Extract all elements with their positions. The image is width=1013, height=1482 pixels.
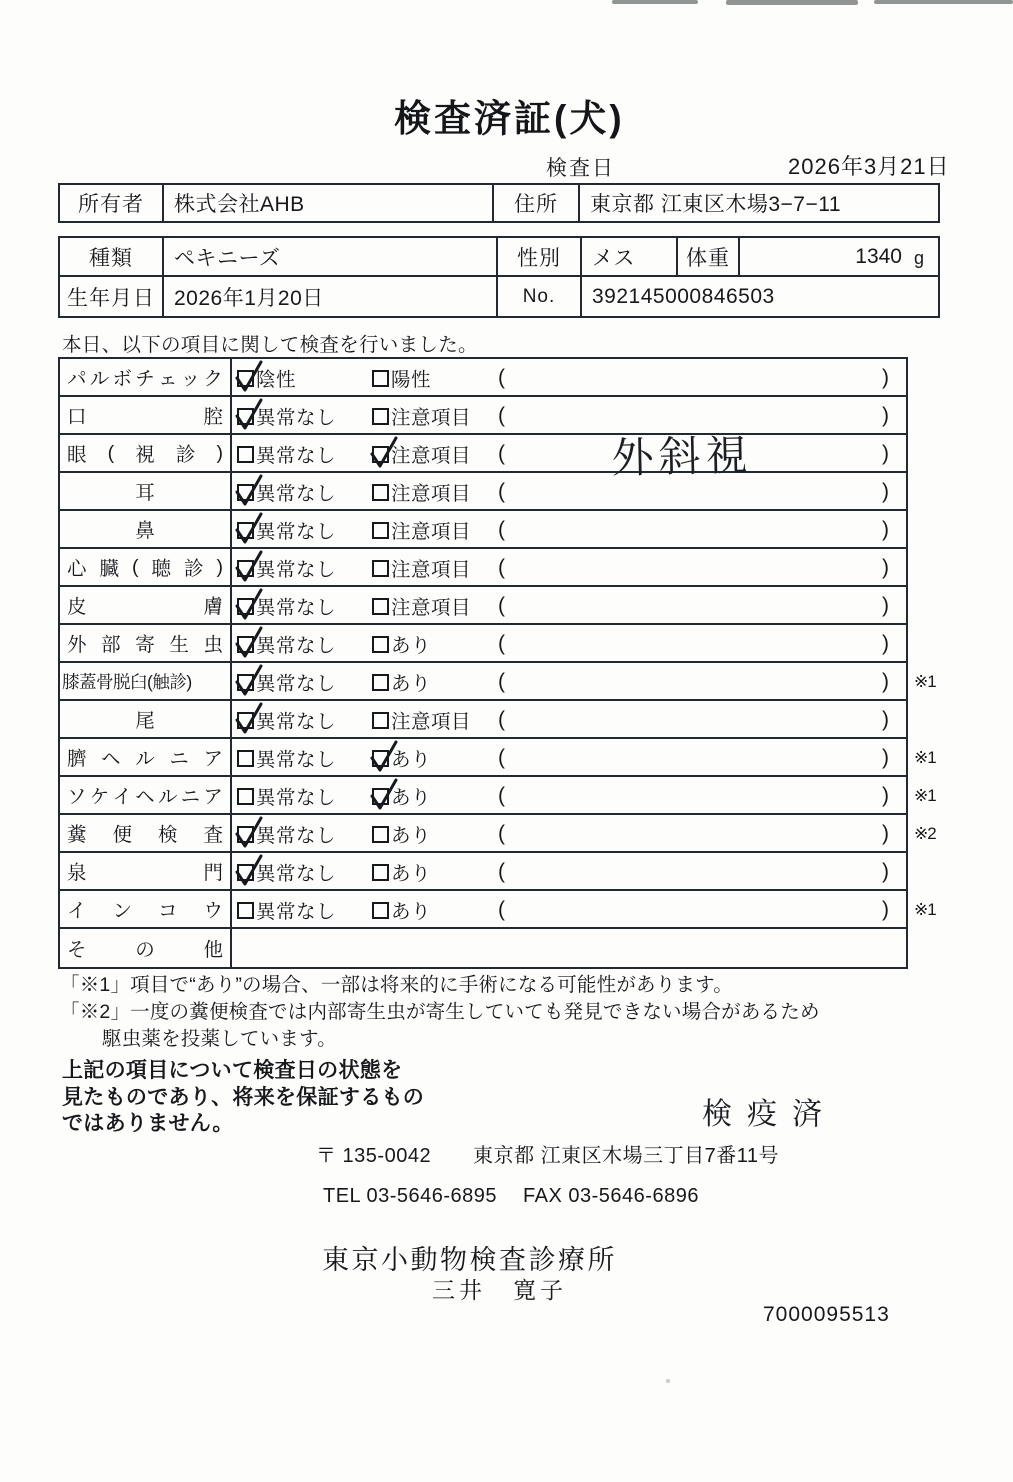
paren-open: ( xyxy=(498,860,505,883)
checkbox-checked xyxy=(237,598,254,615)
label-char: ニ xyxy=(169,748,189,770)
option-1 xyxy=(237,397,336,435)
label-char: チ xyxy=(135,368,155,390)
weight-label: 体重 xyxy=(678,238,740,275)
quarantine-passed-stamp: 検疫済 xyxy=(702,1098,837,1131)
label-char: 外 xyxy=(67,634,87,656)
disclaimer xyxy=(62,1058,462,1138)
check-mark xyxy=(369,777,399,811)
footnote-mark: ※1 xyxy=(914,748,936,767)
sex-label: 性別 xyxy=(498,238,582,275)
footnote-mark: ※2 xyxy=(914,824,936,843)
paren-open: ( xyxy=(498,670,505,693)
inspection-date-value: 2026年3月21日 xyxy=(788,154,950,179)
paren-open: ( xyxy=(498,822,505,845)
check-mark xyxy=(234,549,264,583)
number-label: No. xyxy=(498,277,582,316)
inspection-item-label xyxy=(60,359,232,395)
paren-open: ( xyxy=(498,784,505,807)
label-char: イ xyxy=(112,786,132,808)
inspection-row-content xyxy=(232,815,936,851)
inspection-row xyxy=(60,431,906,482)
label-char: 便 xyxy=(112,824,132,846)
label-char: 虫 xyxy=(203,634,223,656)
label-char: 泉 xyxy=(67,862,87,884)
paren-close: ) xyxy=(882,822,889,845)
label-char: 門 xyxy=(203,862,223,884)
option-label: 異常なし xyxy=(256,787,337,809)
inspection-row xyxy=(60,929,906,967)
checkbox-unchecked xyxy=(372,522,389,539)
option-label: 注意項目 xyxy=(391,597,472,619)
owner-value: 株式会社AHB xyxy=(164,185,494,221)
checkbox-checked xyxy=(372,788,389,805)
clinic-address: 東京都 江東区木場三丁目7番11号 xyxy=(473,1145,780,1167)
inspection-row xyxy=(60,701,906,739)
checkbox-unchecked xyxy=(372,712,389,729)
paren-close: ) xyxy=(882,518,889,541)
page-title: 検査済証(犬) xyxy=(394,98,625,139)
inspection-row-content xyxy=(232,739,936,775)
checkbox-unchecked xyxy=(372,826,389,843)
checkbox-unchecked xyxy=(372,598,389,615)
paren-close: ) xyxy=(882,366,889,389)
label-char: 診 xyxy=(183,558,204,580)
breed-value: ペキニーズ xyxy=(164,238,498,275)
paren-close: ) xyxy=(882,556,889,579)
label-char: そ xyxy=(67,939,87,961)
owner-label: 所有者 xyxy=(60,185,164,221)
option-1 xyxy=(237,511,336,549)
inspection-item-label xyxy=(60,815,232,851)
option-label: 陰性 xyxy=(256,369,297,391)
check-mark xyxy=(234,587,264,621)
owner-table xyxy=(58,183,940,223)
disclaimer-line: 上記の項目について検査日の状態を xyxy=(62,1059,403,1082)
disclaimer-line: ではありません。 xyxy=(62,1112,234,1135)
option-1 xyxy=(237,473,336,511)
footnote-mark: ※1 xyxy=(914,786,936,805)
inspection-row-content xyxy=(232,663,936,699)
animal-info-table xyxy=(58,236,940,318)
label-char: 臓 xyxy=(99,558,120,580)
paren-close: ) xyxy=(882,442,889,465)
option-label: 注意項目 xyxy=(391,483,472,505)
paren-open: ( xyxy=(498,746,505,769)
label-char: 査 xyxy=(203,824,223,846)
inspection-row-content xyxy=(232,431,906,482)
check-mark xyxy=(234,663,264,697)
checkbox-unchecked xyxy=(237,750,254,767)
check-mark xyxy=(234,397,264,431)
option-1 xyxy=(237,739,336,777)
option-1 xyxy=(237,777,336,815)
option-1 xyxy=(237,663,336,701)
checkbox-unchecked xyxy=(237,788,254,805)
checkbox-checked xyxy=(237,484,254,501)
label-char: 臍 xyxy=(67,748,87,770)
checkbox-unchecked xyxy=(372,674,389,691)
label-char: 口 xyxy=(67,406,87,428)
checkbox-checked xyxy=(237,636,254,653)
inspection-item-label xyxy=(60,853,232,889)
inspection-date-label: 検査日 xyxy=(546,157,615,180)
breed-label: 種類 xyxy=(60,238,164,275)
label-char: 膚 xyxy=(203,596,223,618)
checkbox-unchecked xyxy=(372,484,389,501)
label-char: ( xyxy=(132,555,139,578)
option-label: あり xyxy=(391,825,432,847)
inspection-row xyxy=(60,511,906,549)
option-label: 陽性 xyxy=(391,369,432,391)
paren-close: ) xyxy=(882,632,889,655)
option-1 xyxy=(237,625,336,663)
inspection-row-content xyxy=(232,701,906,737)
option-2 xyxy=(372,777,431,815)
option-2 xyxy=(372,891,431,929)
paren-close: ) xyxy=(882,670,889,693)
option-label: あり xyxy=(391,673,432,695)
checkbox-unchecked xyxy=(372,560,389,577)
paren-close: ) xyxy=(882,594,889,617)
option-label: 異常なし xyxy=(256,673,337,695)
inspection-row-content xyxy=(232,929,906,967)
option-1 xyxy=(237,549,336,587)
inspection-item-label: 鼻 xyxy=(60,511,232,547)
checkbox-unchecked xyxy=(372,408,389,425)
paren-open: ( xyxy=(498,556,505,579)
scan-artifact xyxy=(726,0,858,5)
disclaimer-line: 見たものであり、将来を保証するもの xyxy=(62,1085,425,1109)
paren-open: ( xyxy=(498,404,505,427)
check-mark xyxy=(234,701,264,735)
option-1 xyxy=(237,815,336,853)
check-mark xyxy=(234,359,264,393)
inspection-row-content xyxy=(232,359,906,395)
checkbox-checked xyxy=(237,522,254,539)
option-1 xyxy=(237,435,336,473)
check-mark xyxy=(234,853,264,887)
inspection-row xyxy=(60,625,906,663)
check-mark xyxy=(234,815,264,849)
paren-open: ( xyxy=(498,594,505,617)
check-mark xyxy=(234,625,264,659)
inspection-row-content xyxy=(232,891,936,927)
inspection-item-label: 膝蓋骨脱臼(触診) xyxy=(60,663,232,699)
checkbox-unchecked xyxy=(372,370,389,387)
option-2 xyxy=(372,701,471,739)
clinic-address-line xyxy=(316,1139,779,1168)
option-1 xyxy=(237,359,296,397)
label-char: ア xyxy=(203,748,223,770)
number-value: 392145000846503 xyxy=(592,284,775,308)
option-2 xyxy=(372,853,431,891)
inspection-item-label xyxy=(60,397,232,433)
label-char: ル xyxy=(89,368,110,390)
examiner-name: 三井 寛子 xyxy=(432,1277,567,1303)
paren-close: ) xyxy=(882,708,889,731)
clinic-tel-fax-line xyxy=(323,1185,699,1208)
inspection-item-label xyxy=(60,587,232,623)
option-label: あり xyxy=(391,749,432,771)
checkbox-checked xyxy=(237,864,254,881)
option-label: 注意項目 xyxy=(391,559,472,581)
inspection-item-label xyxy=(60,549,232,585)
footnote-mark: ※1 xyxy=(914,672,936,691)
inspection-table xyxy=(58,357,936,969)
checkbox-checked xyxy=(237,674,254,691)
paren-open: ( xyxy=(498,442,505,465)
label-char: ケ xyxy=(89,786,110,808)
option-label: 異常なし xyxy=(256,559,337,581)
inspection-row-content xyxy=(232,625,906,661)
checkbox-checked xyxy=(372,750,389,767)
check-mark xyxy=(369,739,399,773)
option-2 xyxy=(372,473,471,511)
label-char: 皮 xyxy=(67,596,87,618)
serial-number: 7000095513 xyxy=(763,1303,890,1326)
inspection-item-label: 耳 xyxy=(60,473,232,509)
label-char: ヘ xyxy=(135,786,155,808)
option-2 xyxy=(372,549,471,587)
option-label: あり xyxy=(391,787,432,809)
label-char: ウ xyxy=(203,900,223,922)
label-char: イ xyxy=(67,900,87,922)
option-label: 注意項目 xyxy=(391,445,472,467)
label-char: 部 xyxy=(101,634,121,656)
inspection-row xyxy=(60,663,936,701)
option-2 xyxy=(372,511,471,549)
label-char: ) xyxy=(216,555,223,578)
label-char: コ xyxy=(157,900,178,922)
paren-open: ( xyxy=(498,480,505,503)
weight-unit: g xyxy=(913,248,924,268)
checkbox-unchecked xyxy=(237,446,254,463)
scan-artifact xyxy=(666,1379,670,1383)
paren-open: ( xyxy=(498,366,505,389)
intro-text: 本日、以下の項目に関して検査を行いました。 xyxy=(62,334,478,356)
paren-close: ) xyxy=(882,404,889,427)
option-label: 異常なし xyxy=(256,407,337,429)
option-label: 異常なし xyxy=(256,749,337,771)
label-char: 視 xyxy=(135,444,155,466)
label-char: 腔 xyxy=(203,406,223,428)
option-2 xyxy=(372,625,431,663)
label-char: 寄 xyxy=(135,634,155,656)
clinic-fax: FAX 03-5646-6896 xyxy=(523,1185,699,1207)
option-label: 異常なし xyxy=(256,483,337,505)
footnotes xyxy=(60,972,960,1053)
animal-info-row-2 xyxy=(60,277,938,316)
checkbox-unchecked xyxy=(372,636,389,653)
label-char: 生 xyxy=(169,634,189,656)
animal-info-row-1 xyxy=(60,238,938,277)
label-char: ク xyxy=(203,368,223,390)
inspection-row-content xyxy=(232,853,906,889)
paren-open: ( xyxy=(498,518,505,541)
label-char: 心 xyxy=(67,558,87,580)
inspection-row xyxy=(60,739,936,777)
option-2 xyxy=(372,587,471,625)
address-label: 住所 xyxy=(494,185,580,221)
footnote-line: 駆虫薬を投薬しています。 xyxy=(102,1028,337,1050)
inspection-row xyxy=(60,587,906,625)
inspection-row xyxy=(60,549,906,587)
label-char: ) xyxy=(216,441,223,464)
footnote-mark: ※1 xyxy=(914,900,936,919)
check-mark xyxy=(234,473,264,507)
inspection-row xyxy=(60,777,936,815)
inspection-row xyxy=(60,473,906,511)
paren-close: ) xyxy=(882,784,889,807)
checkbox-checked xyxy=(237,370,254,387)
label-char: ル xyxy=(135,748,155,770)
inspection-row-content xyxy=(232,473,906,509)
option-label: 異常なし xyxy=(256,521,337,543)
inspection-row xyxy=(60,359,906,397)
option-2 xyxy=(372,739,431,777)
option-2 xyxy=(372,663,431,701)
option-label: 異常なし xyxy=(256,635,337,657)
paren-open: ( xyxy=(498,708,505,731)
label-char: ン xyxy=(112,900,132,922)
paren-close: ) xyxy=(882,860,889,883)
option-label: 注意項目 xyxy=(391,407,472,429)
label-char: ニ xyxy=(180,786,201,808)
label-char: 診 xyxy=(175,444,196,466)
label-char: ( xyxy=(107,441,115,464)
checkbox-checked xyxy=(237,560,254,577)
label-char: ヘ xyxy=(101,748,121,770)
inspection-row-content xyxy=(232,587,906,623)
address-value: 東京都 江東区木場3−7−11 xyxy=(590,193,842,216)
paren-close: ) xyxy=(882,480,889,503)
inspection-item-label: 尾 xyxy=(60,701,232,737)
check-mark xyxy=(234,511,264,545)
label-char: ェ xyxy=(157,368,178,390)
paren-open: ( xyxy=(498,632,505,655)
handwritten-note: 外斜視 xyxy=(611,431,754,482)
checkbox-unchecked xyxy=(372,864,389,881)
inspection-item-label xyxy=(60,435,232,471)
weight-cell xyxy=(740,238,938,275)
option-label: 注意項目 xyxy=(391,711,472,733)
option-1 xyxy=(237,701,336,739)
label-char: パ xyxy=(67,368,87,390)
option-label: 異常なし xyxy=(256,825,337,847)
scan-artifact xyxy=(874,0,1013,4)
footnote-line: 「※2」一度の糞便検査では内部寄生虫が寄生していても発見できない場合があるため xyxy=(60,1001,820,1023)
label-char: 検 xyxy=(157,824,178,846)
inspection-row-content xyxy=(232,397,906,433)
option-2 xyxy=(372,435,471,473)
label-char: 聴 xyxy=(151,558,171,580)
checkbox-unchecked xyxy=(372,902,389,919)
inspection-row xyxy=(60,891,936,929)
option-label: 異常なし xyxy=(256,901,337,923)
checkbox-checked xyxy=(237,712,254,729)
inspection-item-label xyxy=(60,777,232,813)
inspection-item-label xyxy=(60,739,232,775)
paren-open: ( xyxy=(498,898,505,921)
option-1 xyxy=(237,853,336,891)
inspection-row-content xyxy=(232,549,906,585)
inspection-item-label xyxy=(60,891,232,927)
inspection-row xyxy=(60,815,936,853)
option-1 xyxy=(237,587,336,625)
checkbox-checked xyxy=(372,446,389,463)
option-1 xyxy=(237,891,336,929)
birthdate-value: 2026年1月20日 xyxy=(164,277,498,316)
paren-close: ) xyxy=(882,898,889,921)
sex-value: メス xyxy=(582,238,678,275)
label-char: ル xyxy=(157,786,178,808)
option-label: 注意項目 xyxy=(391,521,472,543)
label-char: 他 xyxy=(203,939,223,961)
label-char: 眼 xyxy=(67,444,87,466)
inspection-row-content xyxy=(232,511,906,547)
option-label: 異常なし xyxy=(256,597,337,619)
option-label: 異常なし xyxy=(256,445,337,467)
option-2 xyxy=(372,815,431,853)
inspection-row xyxy=(60,853,906,891)
option-2 xyxy=(372,359,431,397)
option-label: あり xyxy=(391,901,432,923)
weight-value: 1340 xyxy=(855,244,902,268)
scan-artifact xyxy=(612,0,698,4)
label-char: ソ xyxy=(67,786,87,808)
option-label: 異常なし xyxy=(256,863,337,885)
checkbox-unchecked xyxy=(237,902,254,919)
label-char: の xyxy=(135,939,155,961)
option-label: あり xyxy=(391,635,432,657)
option-label: 異常なし xyxy=(256,711,337,733)
option-2 xyxy=(372,397,471,435)
option-label: あり xyxy=(391,863,432,885)
inspection-item-label xyxy=(60,625,232,661)
paren-close: ) xyxy=(882,746,889,769)
clinic-name: 東京小動物検査診療所 xyxy=(322,1245,617,1275)
footnote-line: 「※1」項目で“あり”の場合、一部は将来的に手術になる可能性があります。 xyxy=(60,974,733,996)
label-char: ボ xyxy=(112,368,132,390)
label-char: ッ xyxy=(180,368,201,390)
check-mark xyxy=(369,435,399,469)
postal-code: 〒 135-0042 xyxy=(316,1145,432,1167)
inspection-item-label xyxy=(60,929,232,967)
clinic-tel: TEL 03-5646-6895 xyxy=(323,1185,498,1207)
label-char: ア xyxy=(203,786,223,808)
label-char: 糞 xyxy=(67,824,87,846)
checkbox-checked xyxy=(237,408,254,425)
checkbox-checked xyxy=(237,826,254,843)
birthdate-label: 生年月日 xyxy=(60,277,164,316)
inspection-row-content xyxy=(232,777,936,813)
